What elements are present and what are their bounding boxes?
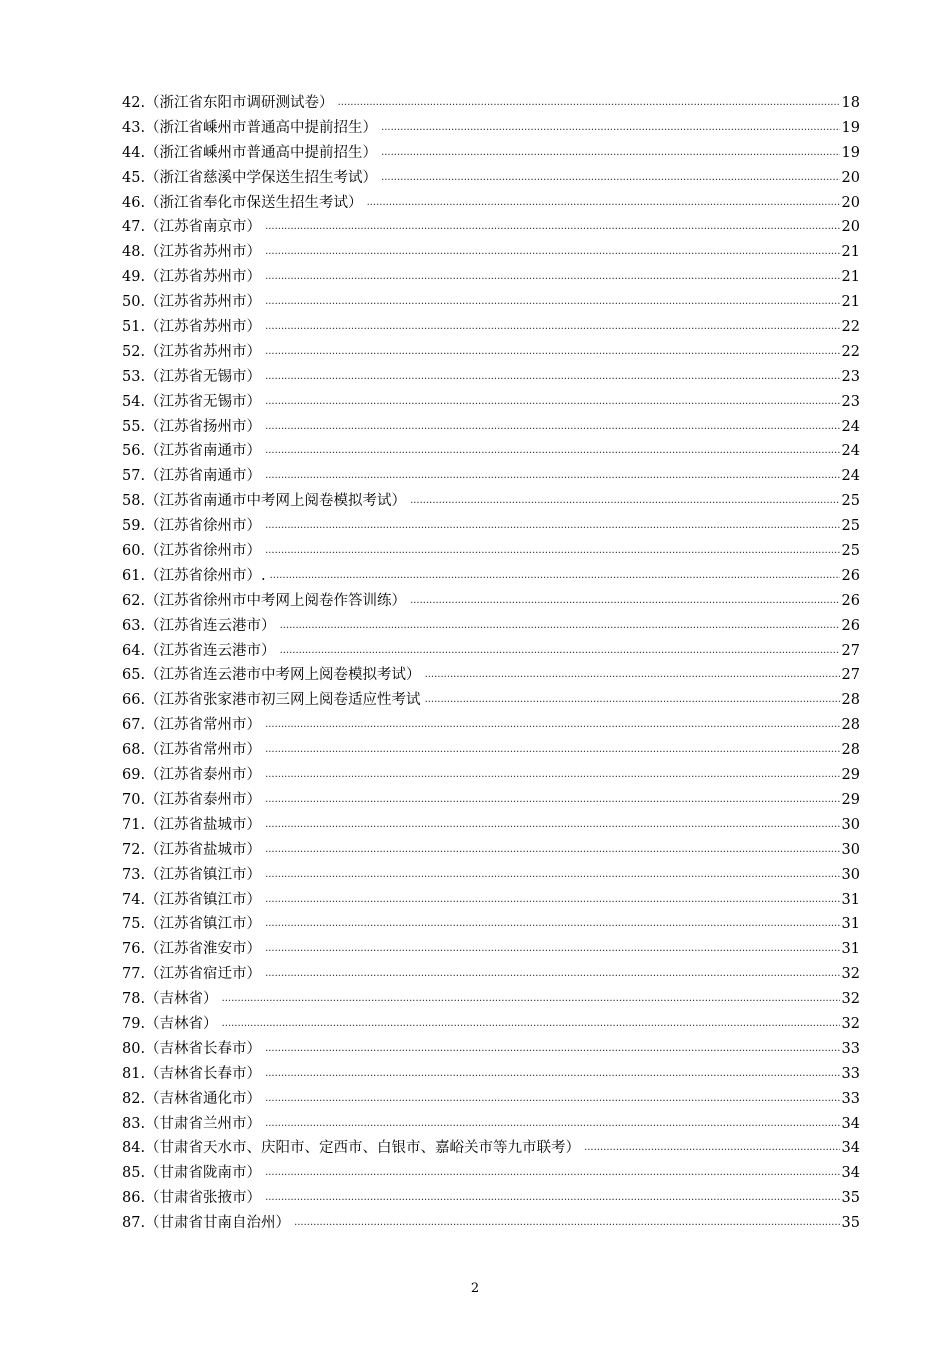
dot-leader [294, 1218, 839, 1228]
toc-entry[interactable] [122, 340, 860, 365]
toc-entry[interactable] [122, 589, 860, 614]
toc-entry[interactable] [122, 838, 860, 863]
toc-entry-title: 54.（江苏省无锡市） [122, 393, 262, 410]
toc-entry-page: 28 [841, 742, 860, 759]
toc-entry-title: 81.（吉林省长春市） [122, 1065, 262, 1082]
toc-entry-title: 83.（甘肃省兰州市） [122, 1115, 262, 1132]
dot-leader [265, 1168, 839, 1178]
toc-entry-title: 78.（吉林省） [122, 991, 218, 1008]
toc-entry[interactable] [122, 788, 860, 813]
toc-entry-page: 19 [841, 119, 860, 136]
toc-entry-page: 33 [841, 1065, 860, 1082]
dot-leader [222, 1019, 840, 1029]
toc-entry[interactable] [122, 415, 860, 440]
toc-entry-page: 25 [841, 543, 860, 560]
dot-leader [265, 944, 839, 954]
dot-leader [265, 1069, 839, 1079]
toc-entry-page: 34 [841, 1115, 860, 1132]
toc-entry[interactable] [122, 240, 860, 265]
toc-entry[interactable] [122, 215, 860, 240]
toc-entry-page: 24 [841, 418, 860, 435]
toc-entry-page: 31 [841, 891, 860, 908]
dot-leader [584, 1143, 839, 1153]
dot-leader [265, 322, 839, 332]
toc-entry[interactable] [122, 141, 860, 166]
toc-entry-page: 28 [841, 692, 860, 709]
dot-leader [265, 1094, 839, 1104]
toc-entry-title: 73.（江苏省镇江市） [122, 866, 262, 883]
toc-entry-page: 26 [841, 617, 860, 634]
toc-entry-page: 26 [841, 567, 860, 584]
toc-entry[interactable] [122, 1062, 860, 1087]
toc-entry[interactable] [122, 1136, 860, 1161]
toc-entry-page: 31 [841, 941, 860, 958]
dot-leader [425, 695, 840, 705]
toc-entry[interactable] [122, 738, 860, 763]
toc-entry-title: 62.（江苏省徐州市中考网上阅卷作答训练） [122, 592, 407, 609]
toc-entry-title: 84.（甘肃省天水市、庆阳市、定西市、白银市、嘉峪关市等九市联考） [122, 1140, 581, 1157]
toc-entry-page: 29 [841, 767, 860, 784]
toc-entry-title: 70.（江苏省泰州市） [122, 791, 262, 808]
toc-entry-page: 31 [841, 916, 860, 933]
toc-entry-page: 21 [841, 294, 860, 311]
dot-leader [265, 845, 839, 855]
toc-entry-title: 66.（江苏省张家港市初三网上阅卷适应性考试 [122, 692, 421, 709]
toc-entry[interactable] [122, 191, 860, 216]
toc-entry[interactable] [122, 688, 860, 713]
table-of-contents [122, 91, 860, 1236]
toc-entry-page: 25 [841, 518, 860, 535]
toc-entry-page: 18 [841, 95, 860, 111]
toc-entry-title: 47.（江苏省南京市） [122, 219, 262, 236]
toc-entry-page: 33 [841, 1040, 860, 1057]
toc-entry-title: 85.（甘肃省陇南市） [122, 1165, 262, 1182]
dot-leader [265, 1044, 839, 1054]
toc-entry-title: 76.（江苏省淮安市） [122, 941, 262, 958]
toc-entry-title: 69.（江苏省泰州市） [122, 767, 262, 784]
dot-leader [265, 521, 839, 531]
dot-leader [265, 969, 839, 979]
dot-leader [265, 1119, 839, 1129]
toc-entry[interactable] [122, 166, 860, 191]
dot-leader [410, 596, 839, 606]
toc-entry-page: 29 [841, 791, 860, 808]
toc-entry-title: 57.（江苏省南通市） [122, 468, 262, 485]
toc-entry-title: 75.（江苏省镇江市） [122, 916, 262, 933]
toc-entry-page: 33 [841, 1090, 860, 1107]
toc-entry-title: 87.（甘肃省甘南自治州） [122, 1215, 291, 1232]
toc-entry-page: 19 [841, 144, 860, 161]
dot-leader [222, 994, 840, 1004]
toc-entry[interactable] [122, 863, 860, 888]
toc-entry[interactable] [122, 1161, 860, 1186]
toc-entry-page: 28 [841, 717, 860, 734]
toc-entry[interactable] [122, 290, 860, 315]
toc-entry-title: 53.（江苏省无锡市） [122, 368, 262, 385]
dot-leader [381, 173, 839, 183]
toc-entry-title: 43.（浙江省嵊州市普通高中提前招生） [122, 119, 378, 136]
dot-leader [265, 795, 839, 805]
toc-entry-title: 58.（江苏省南通市中考网上阅卷模拟考试） [122, 493, 407, 510]
dot-leader [265, 372, 839, 382]
toc-entry[interactable] [122, 514, 860, 539]
toc-entry[interactable] [122, 1211, 860, 1236]
dot-leader [265, 745, 839, 755]
toc-entry-page: 32 [841, 966, 860, 983]
toc-entry-page: 30 [841, 816, 860, 833]
toc-entry-title: 51.（江苏省苏州市） [122, 319, 262, 336]
toc-entry[interactable] [122, 663, 860, 688]
dot-leader [265, 397, 839, 407]
dot-leader [265, 471, 839, 481]
toc-entry-page: 20 [841, 194, 860, 211]
dot-leader [425, 670, 840, 680]
toc-entry-page: 22 [841, 319, 860, 336]
toc-entry-page: 26 [841, 592, 860, 609]
toc-entry[interactable] [122, 888, 860, 913]
toc-entry-title: 60.（江苏省徐州市） [122, 543, 262, 560]
toc-entry[interactable] [122, 539, 860, 564]
dot-leader [265, 546, 839, 556]
toc-entry[interactable] [122, 639, 860, 664]
toc-entry-page: 24 [841, 468, 860, 485]
toc-entry[interactable] [122, 713, 860, 738]
toc-entry-page: 20 [841, 169, 860, 186]
toc-entry-page: 35 [841, 1215, 860, 1232]
toc-entry-title: 52.（江苏省苏州市） [122, 343, 262, 360]
dot-leader [265, 770, 839, 780]
toc-entry[interactable] [122, 614, 860, 639]
toc-entry-page: 30 [841, 841, 860, 858]
toc-entry[interactable] [122, 390, 860, 415]
toc-entry[interactable] [122, 1112, 860, 1137]
toc-entry-page: 35 [841, 1190, 860, 1207]
dot-leader [265, 297, 839, 307]
toc-entry[interactable] [122, 365, 860, 390]
toc-entry-page: 21 [841, 269, 860, 286]
dot-leader [265, 272, 839, 282]
toc-entry-title: 71.（江苏省盐城市） [122, 816, 262, 833]
toc-entry-title: 67.（江苏省常州市） [122, 717, 262, 734]
toc-entry-title: 68.（江苏省常州市） [122, 742, 262, 759]
dot-leader [265, 870, 839, 880]
toc-entry-title: 44.（浙江省嵊州市普通高中提前招生） [122, 144, 378, 161]
toc-entry-title: 80.（吉林省长春市） [122, 1040, 262, 1057]
toc-entry[interactable] [122, 1037, 860, 1062]
toc-entry-title: 61.（江苏省徐州市）. [122, 567, 266, 584]
toc-entry-page: 34 [841, 1165, 860, 1182]
toc-entry-title: 49.（江苏省苏州市） [122, 269, 262, 286]
toc-entry[interactable] [122, 987, 860, 1012]
toc-entry-title: 42.（浙江省东阳市调研测试卷） [122, 95, 334, 111]
toc-entry[interactable] [122, 439, 860, 464]
toc-entry-title: 46.（浙江省奉化市保送生招生考试） [122, 194, 363, 211]
toc-entry-page: 32 [841, 1015, 860, 1032]
toc-entry[interactable] [122, 813, 860, 838]
dot-leader [265, 820, 839, 830]
toc-entry-page: 27 [841, 642, 860, 659]
toc-entry-page: 23 [841, 368, 860, 385]
toc-entry[interactable] [122, 937, 860, 962]
toc-entry-title: 77.（江苏省宿迁市） [122, 966, 262, 983]
page-number: 2 [470, 1281, 480, 1296]
toc-entry-title: 74.（江苏省镇江市） [122, 891, 262, 908]
toc-entry[interactable] [122, 962, 860, 987]
toc-entry-title: 64.（江苏省连云港市） [122, 642, 276, 659]
dot-leader [265, 247, 839, 257]
toc-entry-title: 45.（浙江省慈溪中学保送生招生考试） [122, 169, 378, 186]
dot-leader [280, 621, 840, 631]
toc-entry[interactable] [122, 315, 860, 340]
toc-entry-title: 59.（江苏省徐州市） [122, 518, 262, 535]
dot-leader [410, 496, 839, 506]
toc-entry-title: 65.（江苏省连云港市中考网上阅卷模拟考试） [122, 667, 421, 684]
toc-entry[interactable] [122, 564, 860, 589]
toc-entry-title: 82.（吉林省通化市） [122, 1090, 262, 1107]
dot-leader [381, 123, 839, 133]
toc-entry-title: 55.（江苏省扬州市） [122, 418, 262, 435]
dot-leader [265, 347, 839, 357]
toc-entry-title: 50.（江苏省苏州市） [122, 294, 262, 311]
toc-entry-title: 86.（甘肃省张掖市） [122, 1190, 262, 1207]
toc-entry-title: 48.（江苏省苏州市） [122, 244, 262, 261]
toc-entry-title: 63.（江苏省连云港市） [122, 617, 276, 634]
dot-leader [338, 98, 840, 108]
toc-entry-page: 27 [841, 667, 860, 684]
toc-entry-page: 34 [841, 1140, 860, 1157]
toc-entry[interactable] [122, 1012, 860, 1037]
toc-entry-page: 21 [841, 244, 860, 261]
toc-entry-page: 30 [841, 866, 860, 883]
dot-leader [265, 1193, 839, 1203]
toc-entry-title: 79.（吉林省） [122, 1015, 218, 1032]
toc-entry[interactable] [122, 265, 860, 290]
toc-entry[interactable] [122, 91, 860, 116]
toc-entry-page: 22 [841, 343, 860, 360]
toc-entry[interactable] [122, 1087, 860, 1112]
dot-leader [265, 919, 839, 929]
toc-entry[interactable] [122, 912, 860, 937]
toc-entry-page: 25 [841, 493, 860, 510]
toc-entry[interactable] [122, 464, 860, 489]
dot-leader [381, 148, 839, 158]
toc-entry-page: 23 [841, 393, 860, 410]
dot-leader [270, 571, 840, 581]
dot-leader [265, 222, 839, 232]
toc-entry[interactable] [122, 763, 860, 788]
toc-entry[interactable] [122, 489, 860, 514]
dot-leader [265, 422, 839, 432]
dot-leader [265, 895, 839, 905]
toc-entry-title: 56.（江苏省南通市） [122, 443, 262, 460]
toc-entry-page: 32 [841, 991, 860, 1008]
toc-entry-title: 72.（江苏省盐城市） [122, 841, 262, 858]
dot-leader [280, 646, 840, 656]
dot-leader [265, 720, 839, 730]
toc-entry[interactable] [122, 1186, 860, 1211]
dot-leader [265, 446, 839, 456]
dot-leader [367, 198, 840, 208]
toc-entry-page: 24 [841, 443, 860, 460]
toc-entry-page: 20 [841, 219, 860, 236]
toc-entry[interactable] [122, 116, 860, 141]
